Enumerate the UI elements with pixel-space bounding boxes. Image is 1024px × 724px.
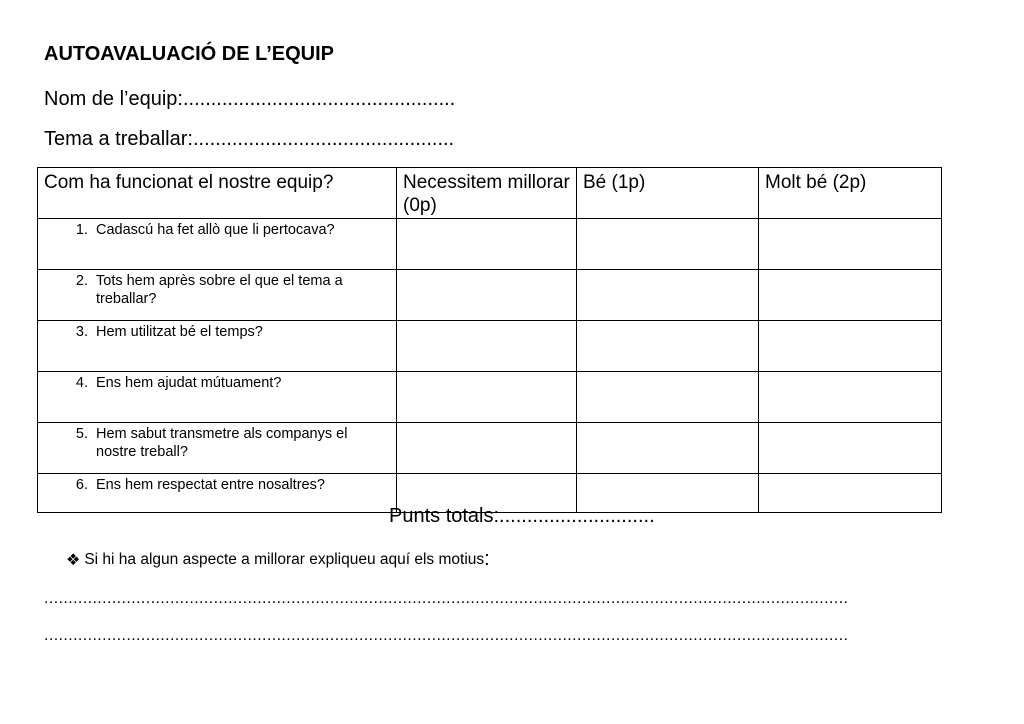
question-text: Ens hem respectat entre nosaltres? <box>96 477 325 493</box>
score-cell-0p[interactable] <box>397 423 577 474</box>
score-cell-2p[interactable] <box>759 321 942 372</box>
header-good: Bé (1p) <box>577 168 759 219</box>
question-text: Hem utilitzat bé el temps? <box>96 324 263 340</box>
score-cell-1p[interactable] <box>577 423 759 474</box>
score-cell-2p[interactable] <box>759 474 942 513</box>
score-cell-2p[interactable] <box>759 270 942 321</box>
answer-line[interactable]: ...................................................................................................................................................................... <box>44 627 849 644</box>
score-cell-0p[interactable] <box>397 270 577 321</box>
score-cell-1p[interactable] <box>577 372 759 423</box>
score-cell-2p[interactable] <box>759 423 942 474</box>
question-text: Ens hem ajudat mútuament? <box>96 375 282 391</box>
answer-line[interactable]: ...................................................................................................................................................................... <box>44 590 849 607</box>
improvement-note <box>66 548 490 571</box>
table-row <box>38 372 942 423</box>
score-cell-1p[interactable] <box>577 270 759 321</box>
team-name-field: Nom de l’equip:................................................. <box>44 88 456 110</box>
topic-field: Tema a treballar:............................................... <box>44 128 455 150</box>
question-number: 5. <box>75 426 88 442</box>
question-text: Hem sabut transmetre als companys el nostre treball? <box>96 426 348 460</box>
table-row <box>38 270 942 321</box>
score-cell-1p[interactable] <box>577 219 759 270</box>
improvement-note-text: Si hi ha algun aspecte a millorar expliqueu aquí els motius <box>84 550 485 568</box>
score-cell-2p[interactable] <box>759 372 942 423</box>
table-row <box>38 219 942 270</box>
total-points: Punts totals:............................ <box>389 505 655 527</box>
question-text: Tots hem après sobre el que el tema a treballar? <box>96 273 343 307</box>
question-cell <box>38 219 397 270</box>
score-cell-2p[interactable] <box>759 219 942 270</box>
question-number: 3. <box>75 324 88 340</box>
score-cell-0p[interactable] <box>397 321 577 372</box>
question-cell <box>38 270 397 321</box>
question-number: 2. <box>75 273 88 289</box>
table-row <box>38 423 942 474</box>
diamond-bullet-icon: ❖ <box>66 551 81 569</box>
header-very-good: Molt bé (2p) <box>759 168 942 219</box>
question-cell <box>38 423 397 474</box>
document-title: AUTOAVALUACIÓ DE L’EQUIP <box>44 43 335 65</box>
table-header-row <box>38 168 942 219</box>
question-cell <box>38 372 397 423</box>
table-row <box>38 321 942 372</box>
header-needs-improvement: Necessitem millorar (0p) <box>397 168 577 219</box>
improvement-note-colon: : <box>484 548 490 570</box>
evaluation-table <box>37 167 942 513</box>
score-cell-0p[interactable] <box>397 219 577 270</box>
question-text: Cadascú ha fet allò que li pertocava? <box>96 222 335 238</box>
header-question: Com ha funcionat el nostre equip? <box>38 168 397 219</box>
question-number: 4. <box>75 375 88 391</box>
score-cell-0p[interactable] <box>397 372 577 423</box>
score-cell-1p[interactable] <box>577 321 759 372</box>
question-number: 1. <box>75 222 88 238</box>
question-cell <box>38 474 397 513</box>
question-cell <box>38 321 397 372</box>
question-number: 6. <box>75 477 88 493</box>
